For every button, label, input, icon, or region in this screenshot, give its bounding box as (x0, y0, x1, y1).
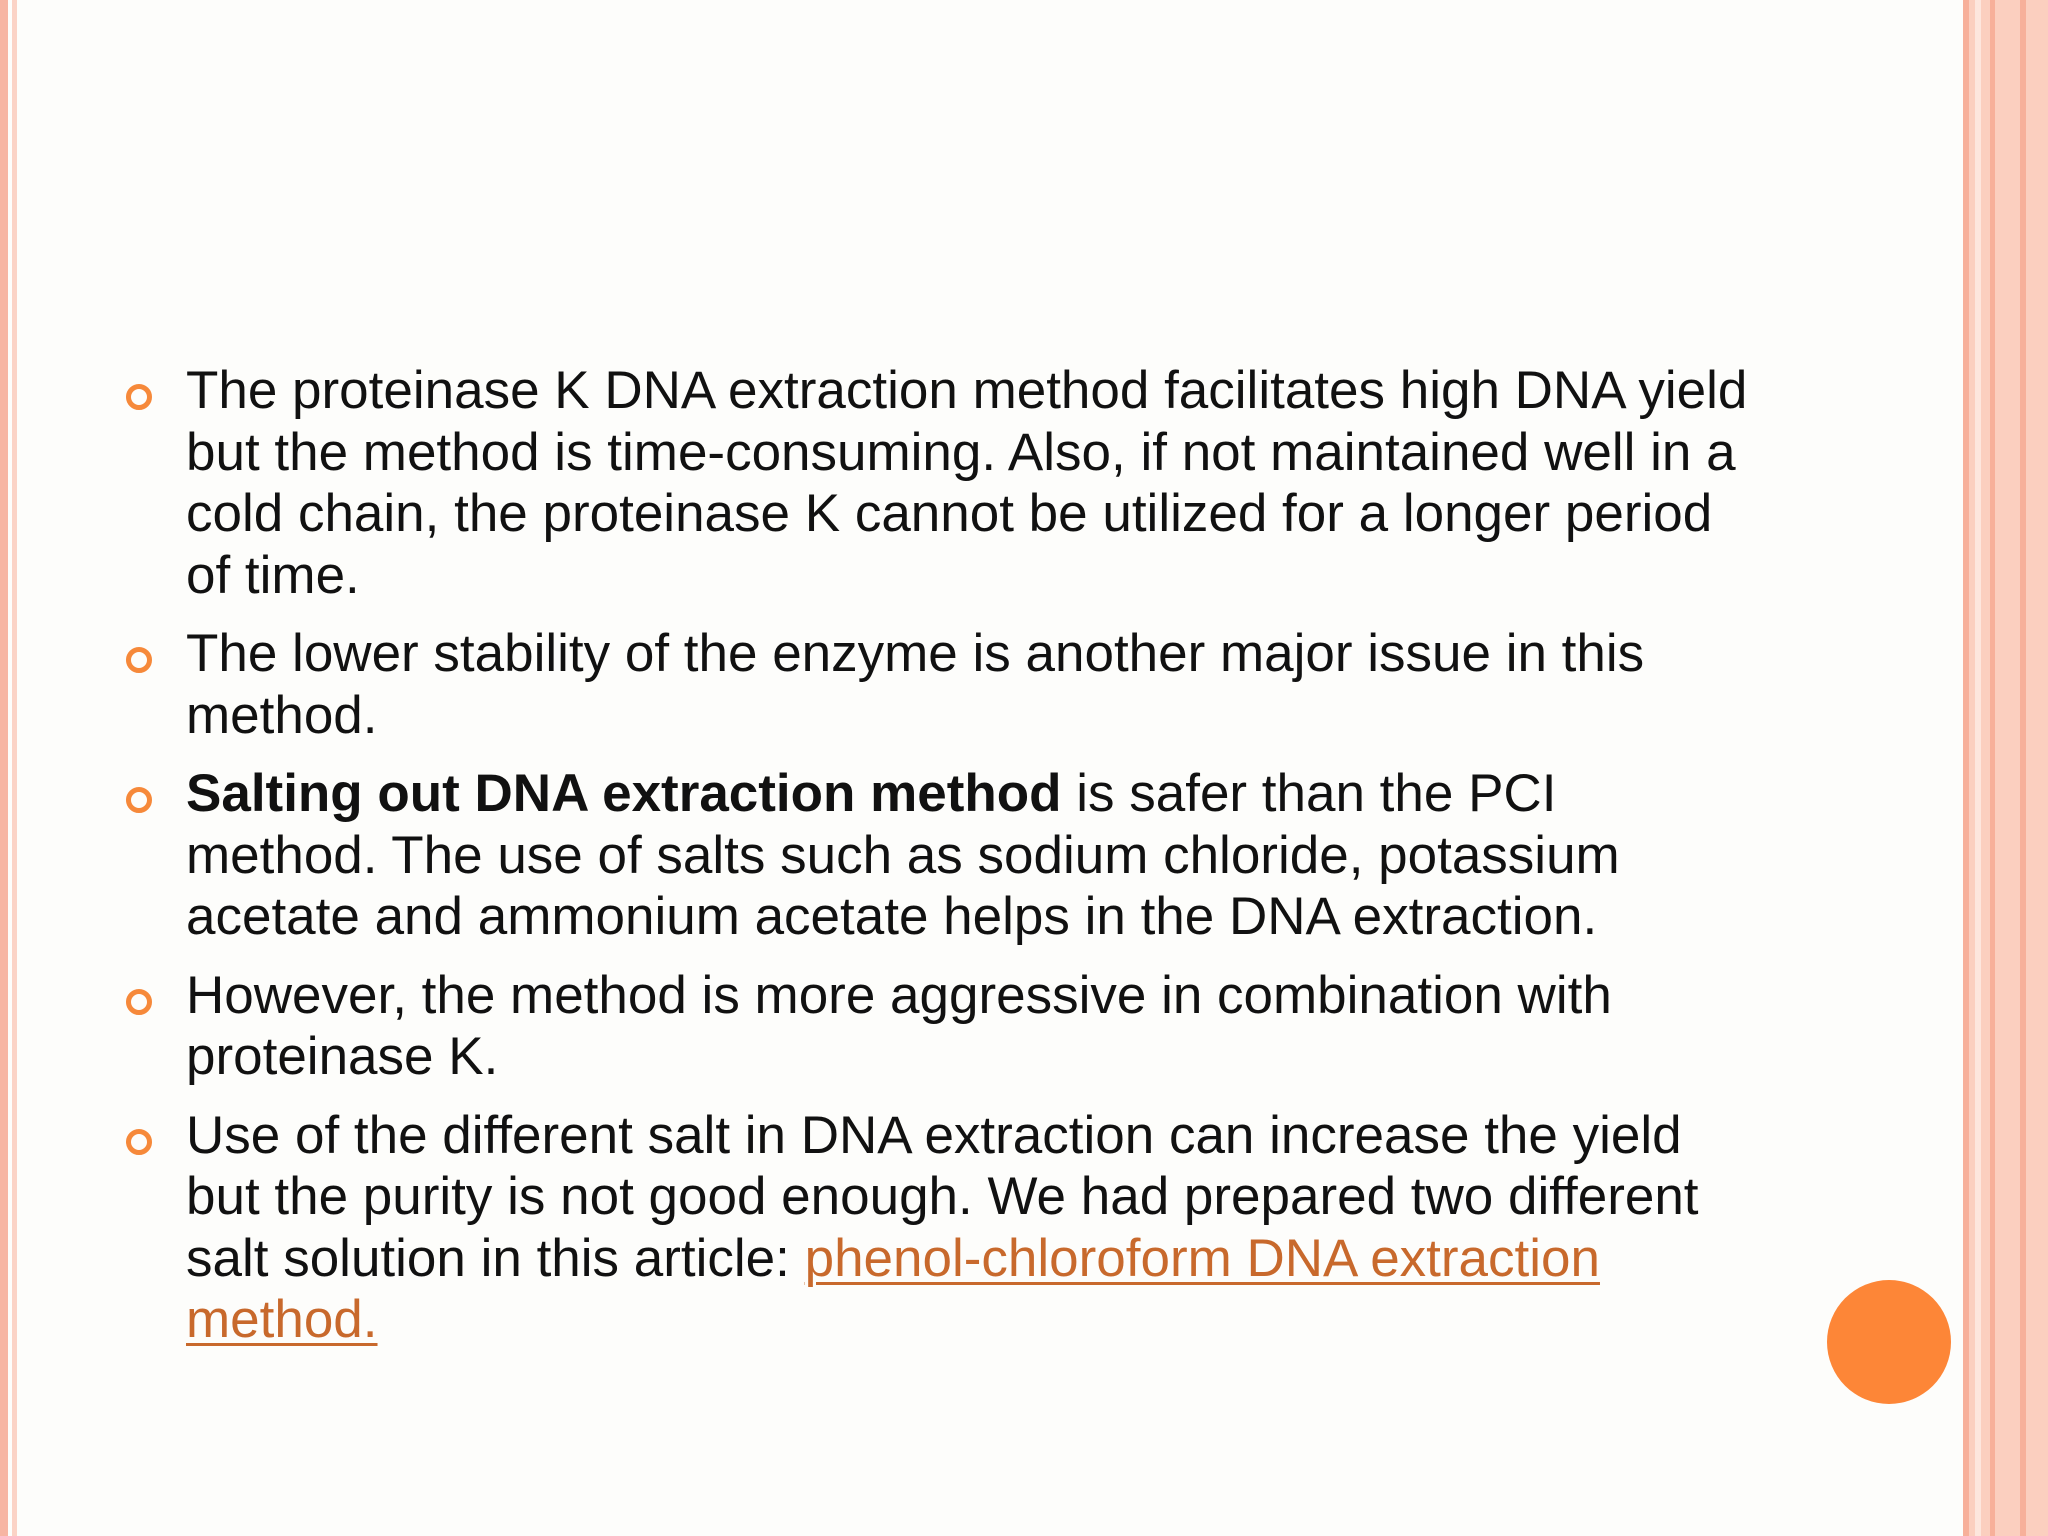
right-border-line (1963, 0, 1969, 1536)
bullet-item (120, 965, 1760, 1088)
bullet-item (120, 623, 1760, 746)
circle-bullet-icon (126, 989, 152, 1015)
bullet-text: Use of the different salt in DNA extraction can increase the yield but the purity is not good enough. We had prepared two different salt solution in this article: (186, 1105, 1699, 1288)
left-border-stripe-inner (12, 0, 17, 1536)
left-border-stripe (0, 0, 8, 1536)
bullet-text: The proteinase K DNA extraction method facilitates high DNA yield but the method is time-consuming. Also, if not maintained well in a cold chain, the proteinase K cannot be utilized for a longer period of time. (186, 361, 1748, 605)
right-border-line (2020, 0, 2026, 1536)
article-link[interactable]: phenol-chloroform DNA extraction method. (186, 1228, 1600, 1349)
bullet-text: The lower stability of the enzyme is another major issue in this method. (186, 624, 1645, 745)
circle-bullet-icon (126, 1129, 152, 1155)
bullet-item (120, 763, 1760, 948)
bullet-item (120, 1105, 1760, 1351)
bullet-text: is safer than the PCI method. The use of salts such as sodium chloride, potassium acetate and ammonium acetate helps in the DNA extraction. (186, 764, 1620, 946)
bullet-item (120, 360, 1760, 606)
bullet-text: However, the method is more aggressive in combination with proteinase K. (186, 965, 1612, 1086)
right-border-line (1990, 0, 1995, 1536)
circle-bullet-icon (126, 787, 152, 813)
circle-bullet-icon (126, 647, 152, 673)
right-border-gap (1975, 0, 1981, 1536)
decorative-orange-circle (1827, 1280, 1951, 1404)
bullet-list (120, 360, 1760, 1368)
bullet-bold-text: Salting out DNA extraction method (186, 764, 1062, 823)
circle-bullet-icon (126, 384, 152, 410)
